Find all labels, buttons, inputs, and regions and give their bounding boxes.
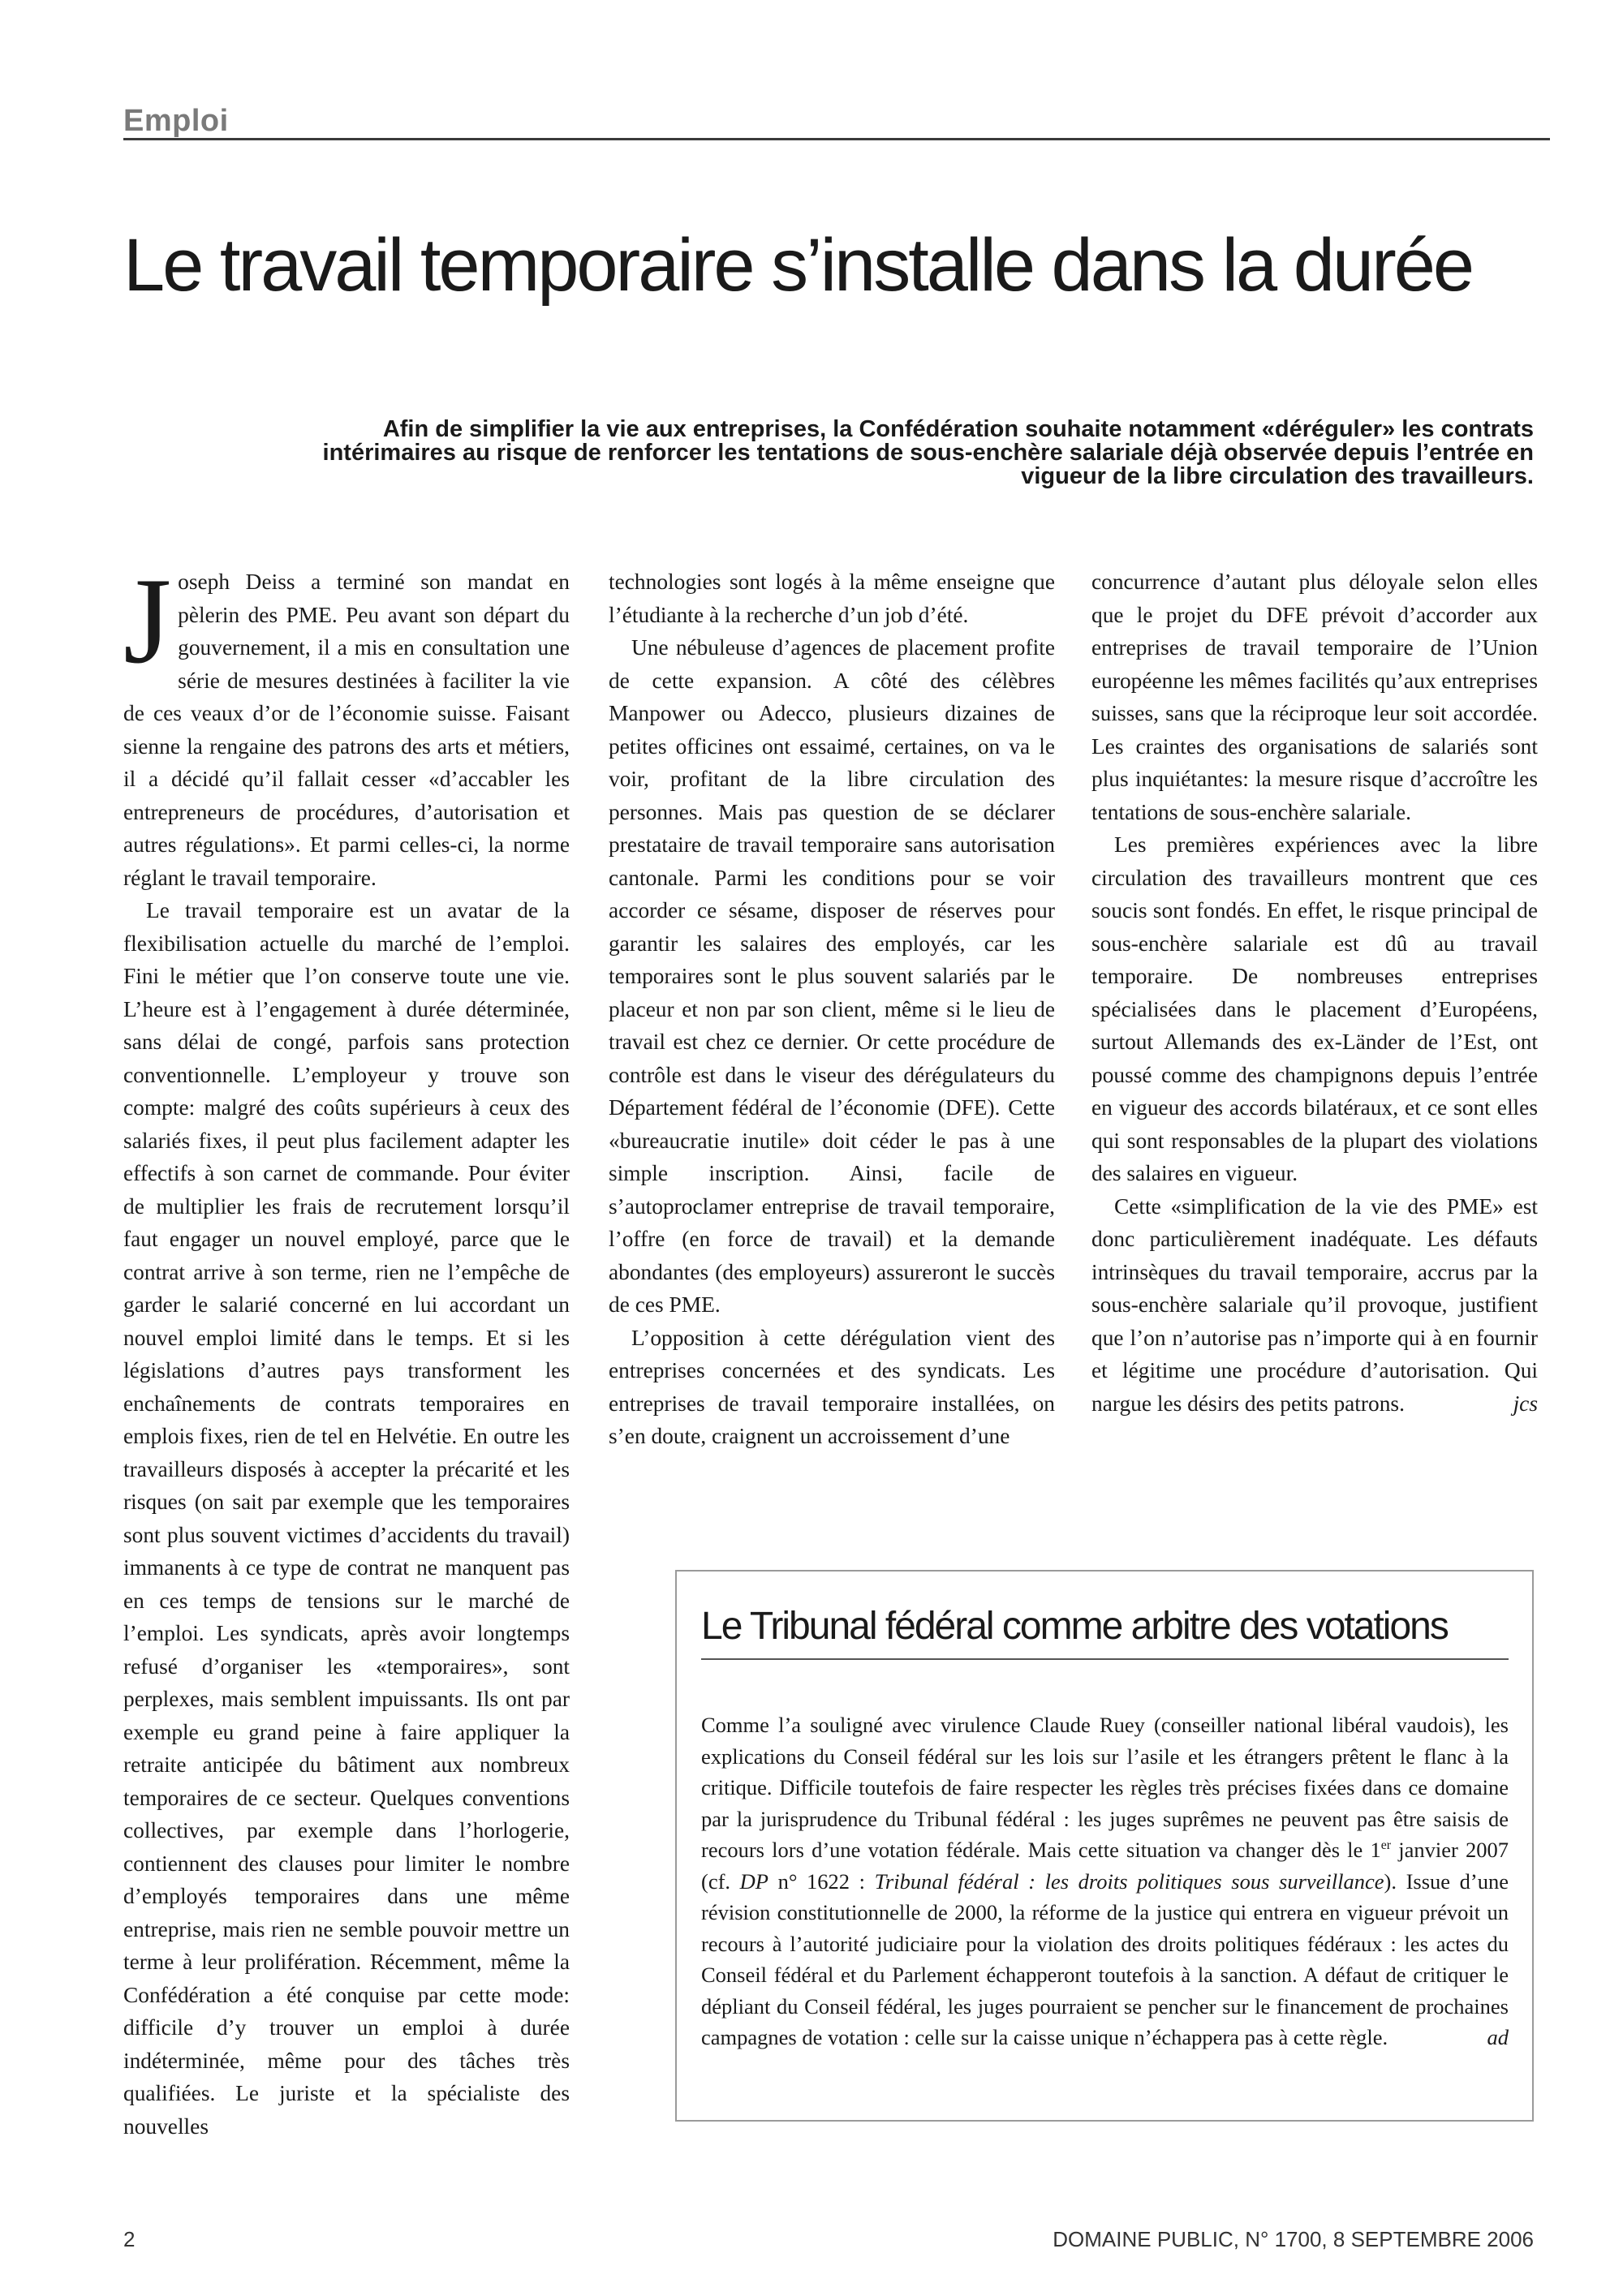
sidebar-text-part: ). Issue d’une révision constitutionnelle de 2000, la réforme de la justice qui entrera en vigueur prévoit un recours à l’autorité judiciaire pour la violation des droits politiques fédéraux : les actes du Conseil fédéral et du Parlement échapperont toutefois à la sanction. A défaut de critiquer le dépliant du Conseil fédéral, les juges pourraient se pencher sur le financement de prochaines campagnes de votation : celle sur la caisse unique n’échappera pas à cette règle. — [701, 1868, 1509, 2049]
article-reference: Tribunal fédéral : les droits politiques sous surveillance — [874, 1868, 1384, 1894]
section-label: Emploi — [123, 104, 229, 138]
sidebar-text — [701, 1709, 1509, 2053]
paragraph: Les premières expériences avec la libre circulation des travailleurs montrent que ces soucis sont fondés. En effet, le risque principal de sous-enchère salariale est dû au travail temporaire. De nombreuses entreprises spécialisées dans le placement d’Européens, surtout Allemands des ex-Länder de l’Est, ont poussé comme des champignons depuis l’entrée en vigueur des accords bilatéraux, et ce sont elles qui sont responsables de la plupart des violations des salaires en vigueur. — [1091, 832, 1538, 1185]
paragraph: Le travail temporaire est un avatar de la flexibilisation actuelle du marché de l’emploi. Fini le métier que l’on conserve toute une vie. L’heure est à l’engagement à durée déterminée, sans délai de congé, parfois sans protection conventionnelle. L’employeur y trouve son compte: malgré des coûts supérieurs à ceux des salariés fixes, il peut plus facilement adapter les effectifs à son carnet de commande. Pour éviter de multiplier les frais de recrutement lorsqu’il faut engager un nouvel employé, parce que le contrat arrive à son terme, rien ne l’empêche de garder le salarié concerné en lui accordant un nouvel emploi limité dans le temps. Et si les législations d’autres pays transforment les enchaînements de contrats temporaires en emplois fixes, rien de tel en Helvétie. En outre les travailleurs disposés à accepter la précarité et les risques (on sait par exemple que les temporaires sont plus souvent victimes d’accidents du travail) immanents à ce type de contrat ne manquent pas en ces temps de tensions sur le marché de l’emploi. Les syndicats, après avoir longtemps refusé d’organiser les «temporaires», sont perplexes, mais semblent impuissants. Ils ont par exemple eu grand peine à faire appliquer la retraite anticipée du bâtiment aux nombreux temporaires de ce secteur. Quelques conventions collectives, par exemple dans l’horlogerie, contiennent des clauses pour limiter le nombre d’employés temporaires dans une même entreprise, mais rien ne semble pouvoir mettre un terme à leur prolifération. Récemment, même la Confédération a été conquise par cette mode: difficile d’y trouver un emploi à durée indéterminée, même pour des tâches très qualifiées. Le juriste et la spécialiste des nouvelles — [123, 898, 570, 2139]
ordinal-superscript: er — [1380, 1838, 1392, 1853]
page-number: 2 — [123, 2227, 136, 2251]
article-lede: Afin de simplifier la vie aux entreprises, la Confédération souhaite notamment «déréguler» les contrats intérimaires au risque de renforcer les tentations de sous-enchère salariale déjà observée depuis l’entrée en vigueur de la libre circulation des travailleurs. — [322, 416, 1534, 489]
publication-abbrev: DP — [739, 1868, 768, 1894]
sidebar-text-part: n° 1622 : — [768, 1868, 875, 1894]
sidebar-text-part: Comme l’a souligné avec virulence Claude Ruey (conseiller national libéral vaudois), les explications du Conseil fédéral sur les lois sur l’asile et les étrangers prêtent le flanc à la critique. Difficile toutefois de faire respecter les règles très précises fixées dans ce domaine par la jurisprudence du Tribunal fédéral : les juges suprêmes ne peuvent pas être saisis de recours lors d’une votation fédérale. Mais cette situation va changer dès le 1 — [701, 1713, 1509, 1862]
paragraph-text: Cette «simplification de la vie des PME» est donc particulièrement inadéquate. Les défauts intrinsèques du travail temporaire, accrus par la sous-enchère salariale qu’il provoque, justifient que l’on n’autorise pas n’importe qui à en fournir et légitime une procédure d’autorisation. Qui nargue les désirs des petits patrons. — [1091, 1193, 1538, 1416]
paragraph: Une nébuleuse d’agences de placement profite de cette expansion. A côté des célèbres Manpower ou Adecco, plusieurs dizaines de petites officines ont essaimé, certaines, on va le voir, profitant de la libre circulation des personnes. Mais pas question de se déclarer prestataire de travail temporaire sans autorisation cantonale. Parmi les conditions pour se voir accorder ce sésame, disposer de réserves pour garantir les salaires des employés, car les temporaires sont le plus souvent salariés par le placeur et non par son client, même si le lieu de travail est chez ce dernier. Or cette procédure de contrôle est dans le viseur des dérégulateurs du Département fédéral de l’économie (DFE). Cette «bureaucratie inutile» doit céder le pas à une simple inscription. Ainsi, facile de s’autoproclamer entreprise de travail temporaire, l’offre (en force de travail) et la demande abondantes (des employeurs) assureront le succès de ces PME. — [609, 635, 1055, 1317]
paragraph-text: oseph Deiss a terminé son mandat en pèlerin des PME. Peu avant son départ du gouvernement, il a mis en consultation une série de mesures destinées à faciliter la vie de ces veaux d’or de l’économie suisse. Faisant sienne la rengaine des patrons des arts et métiers, il a décidé qu’il fallait cesser «d’accabler les entrepreneurs de procédures, d’autorisation et autres régulations». Et parmi celles-ci, la norme réglant le travail temporaire. — [123, 570, 570, 890]
sidebar-box — [675, 1570, 1534, 2122]
section-header — [123, 105, 1550, 140]
paragraph: concurrence d’autant plus déloyale selon elles que le projet du DFE prévoit d’accorder aux entreprises de travail temporaire de l’Union européenne les mêmes facilités qu’aux entreprises suisses, sans que la réciproque leur soit accordée. Les craintes des organisations de salariés sont plus inquiétantes: la mesure risque d’accroître les tentations de sous-enchère salariale. — [1091, 570, 1538, 824]
paragraph: technologies sont logés à la même enseigne que l’étudiante à la recherche d’un job d’été. — [609, 570, 1055, 627]
drop-cap: J — [123, 553, 172, 689]
paragraph — [1091, 1190, 1538, 1421]
article-column-2 — [609, 565, 1055, 1453]
article-title: Le travail temporaire s’installe dans la durée — [123, 224, 1473, 307]
sidebar-text-part: janvier 2007 (cf. — [701, 1838, 1509, 1894]
publication-footer: DOMAINE PUBLIC, N° 1700, 8 SEPTEMBRE 2006 — [1053, 2227, 1534, 2251]
article-column-1 — [123, 553, 570, 2143]
author-signature: jcs — [1513, 1391, 1538, 1416]
article-column-3 — [1091, 565, 1538, 1420]
paragraph: L’opposition à cette dérégulation vient des entreprises concernées et des syndicats. Les entreprises de travail temporaire installées, on s’en doute, craignent un accroissement d’une — [609, 1325, 1055, 1448]
sidebar-signature: ad — [1487, 2025, 1509, 2049]
sidebar-title: Le Tribunal fédéral comme arbitre des votations — [701, 1604, 1509, 1660]
paragraph — [123, 553, 570, 894]
